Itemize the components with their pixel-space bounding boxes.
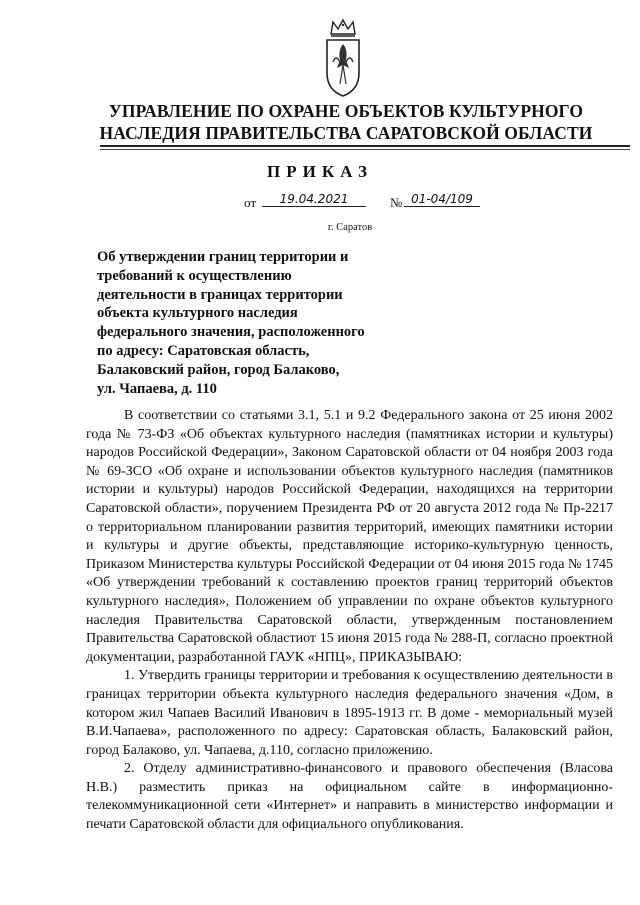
order-title: ПРИКАЗ bbox=[267, 162, 373, 181]
date-prefix: от bbox=[244, 195, 257, 210]
subject-line: по адресу: Саратовская область, bbox=[97, 342, 310, 359]
subject-line: ул. Чапаева, д. 110 bbox=[97, 380, 217, 397]
organization-name-line1: УПРАВЛЕНИЕ ПО ОХРАНЕ ОБЪЕКТОВ КУЛЬТУРНОГО bbox=[108, 101, 584, 121]
subject-line: деятельности в границах территории bbox=[97, 286, 343, 303]
number-prefix: № bbox=[390, 195, 403, 210]
order-body bbox=[86, 407, 613, 835]
header-divider-thin bbox=[100, 149, 630, 150]
order-item-1: 1. Утвердить границы территории и требования к осуществлению деятельности в границах территории объекта культурного наследия федерального значения «Дом, в котором жил Чапаев Василий Иванович в 1895-1913 гг. В доме - мемориальный музей В.И.Чапаева», расположенного по адресу: Саратовская область, Балаковский район, город Балаково, ул. Чапаева, д.110, согласно приложению. bbox=[86, 668, 613, 758]
subject-line: требований к осуществлению bbox=[97, 267, 292, 284]
issue-city: г. Саратов bbox=[327, 222, 373, 233]
saratov-coat-of-arms-icon bbox=[323, 18, 363, 98]
order-date: 19.04.2021 bbox=[262, 192, 366, 207]
subject-line: Балаковский район, город Балаково, bbox=[97, 361, 340, 378]
preamble-paragraph: В соответствии со статьями 3.1, 5.1 и 9.2 Федерального закона от 25 июня 2002 года № 73-ФЗ «Об объектах культурного наследия (памятниках истории и культуры) народов Российской Федерации», Законом Саратовской области от 04 ноября 2003 года № 69-ЗСО «Об охране и использовании объектов культурного наследия (памятников истории и культуры) народов Российской Федерации, находящихся на территории Саратовской области», поручением Президента РФ от 20 августа 2012 года № Пр-2217 о территориальном планировании развития территорий, имеющих памятники истории и культуры и другие объекты, представляющие историко-культурную ценность, Приказом Министерства культуры Российской Федерации от 04 июня 2015 года № 1745 «Об утверждении требований к составлению проектов границ территорий объектов культурного наследия», Положением об управлении по охране объектов культурного наследия Правительства Саратовской области, утвержденным постановлением Правительства Саратовской областиот 15 июня 2015 года № 288-П, согласно проектной документации, разработанной ГАУК «НПЦ», ПРИКАЗЫВАЮ: bbox=[86, 408, 613, 665]
subject-line: объекта культурного наследия bbox=[97, 305, 298, 322]
order-number: 01-04/109 bbox=[404, 192, 480, 207]
subject-line: Об утверждении границ территории и bbox=[97, 249, 349, 265]
order-item-2: 2. Отделу административно-финансового и правового обеспечения (Власова Н.В.) разместить приказ на официальном сайте в информационно-телекоммуникационной сети «Интернет» и направить в министерство информации и печати Саратовской области для официального опубликования. bbox=[86, 761, 613, 833]
organization-name bbox=[60, 100, 632, 144]
header-divider-thick bbox=[100, 145, 630, 147]
subject-line: федерального значения, расположенного bbox=[97, 324, 365, 341]
organization-name-line2: НАСЛЕДИЯ ПРАВИТЕЛЬСТВА САРАТОВСКОЙ ОБЛАСТИ bbox=[99, 123, 593, 143]
order-subject bbox=[97, 248, 397, 398]
